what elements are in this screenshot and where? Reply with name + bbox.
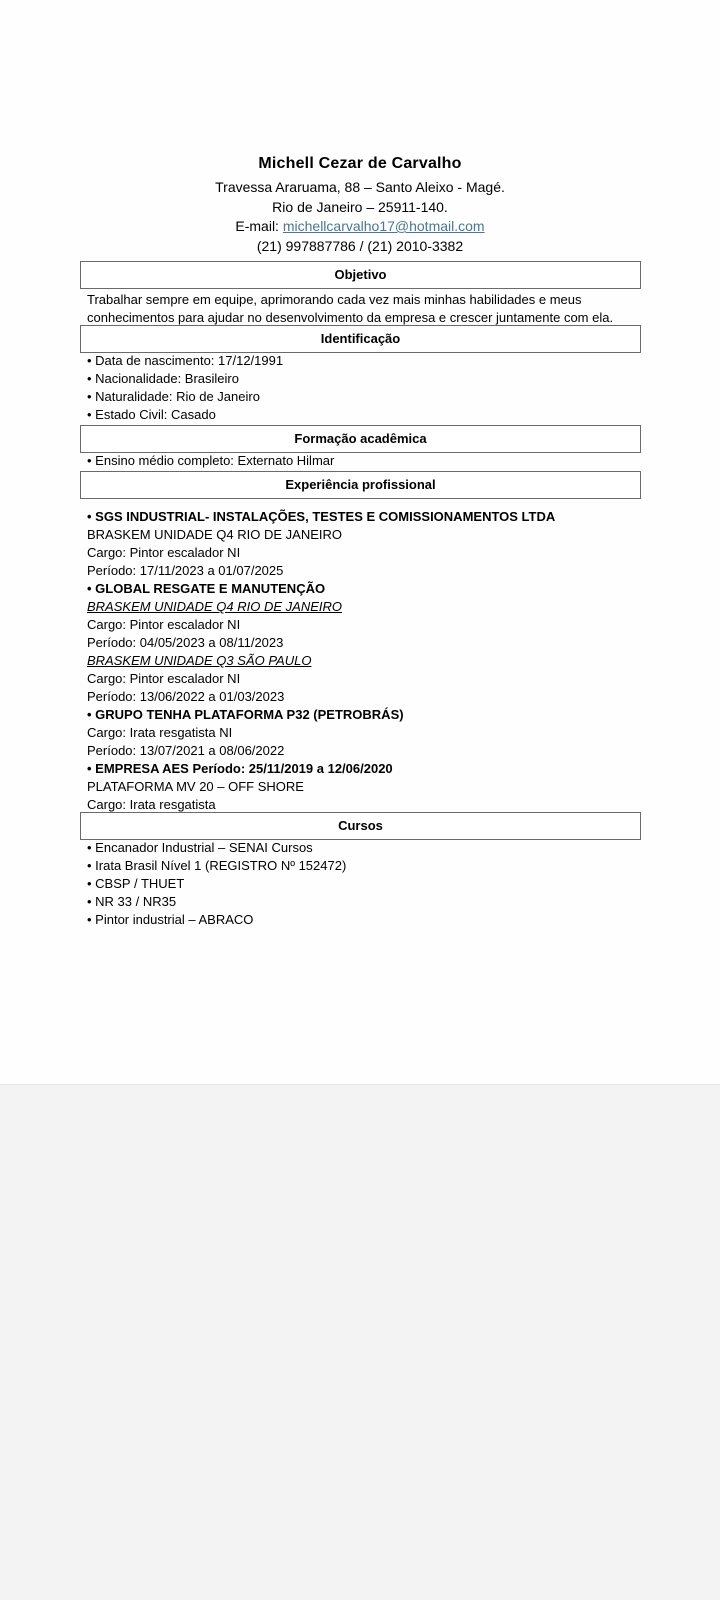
experience-detail: BRASKEM UNIDADE Q4 RIO DE JANEIRO	[87, 527, 342, 542]
experience-company: • GLOBAL RESGATE E MANUTENÇÃO	[87, 580, 647, 598]
experience-unit: BRASKEM UNIDADE Q4 RIO DE JANEIRO	[87, 599, 342, 614]
section-header-identificacao: Identificação	[80, 325, 641, 353]
experience-unit: BRASKEM UNIDADE Q3 SÃO PAULO	[87, 653, 312, 668]
experience-company: • SGS INDUSTRIAL- INSTALAÇÕES, TESTES E COMISSIONAMENTOS LTDA	[87, 508, 647, 526]
email-link[interactable]: michellcarvalho17@hotmail.com	[282, 218, 485, 234]
experience-detail: Período: 13/07/2021 a 08/06/2022	[87, 743, 285, 758]
list-item: • Data de nascimento: 17/12/1991	[87, 352, 647, 370]
list-item: • Ensino médio completo: Externato Hilmar	[87, 452, 647, 470]
experience-company: • GRUPO TENHA PLATAFORMA P32 (PETROBRÁS)	[87, 706, 647, 724]
email-label: E-mail:	[235, 218, 283, 234]
candidate-name: Michell Cezar de Carvalho	[258, 155, 462, 172]
experience-detail: PLATAFORMA MV 20 – OFF SHORE	[87, 779, 304, 794]
list-item: • Nacionalidade: Brasileiro	[87, 370, 647, 388]
list-item: • Estado Civil: Casado	[87, 406, 647, 424]
section-header-formacao: Formação acadêmica	[80, 425, 641, 453]
experiencia-list	[87, 508, 647, 814]
section-header-cursos: Cursos	[80, 812, 641, 840]
resume-header	[0, 153, 720, 256]
list-item: • Pintor industrial – ABRACO	[87, 911, 647, 929]
email-line	[0, 217, 720, 237]
list-item: • NR 33 / NR35	[87, 893, 647, 911]
formacao-list	[87, 452, 647, 470]
experience-detail: Cargo: Pintor escalador NI	[87, 671, 241, 686]
list-item: • Irata Brasil Nível 1 (REGISTRO Nº 152472)	[87, 857, 647, 875]
objetivo-line: conhecimentos para ajudar no desenvolvimento da empresa e crescer juntamente com ela.	[87, 310, 614, 325]
experience-detail: Período: 04/05/2023 a 08/11/2023	[87, 635, 284, 650]
list-item: • Encanador Industrial – SENAI Cursos	[87, 839, 647, 857]
section-header-experiencia: Experiência profissional	[80, 471, 641, 499]
list-item: • Naturalidade: Rio de Janeiro	[87, 388, 647, 406]
phone-line: (21) 997887786 / (21) 2010-3382	[256, 237, 464, 254]
cursos-list	[87, 839, 647, 929]
objetivo-text	[87, 291, 647, 327]
experience-detail: Cargo: Pintor escalador NI	[87, 617, 241, 632]
experience-detail: Cargo: Pintor escalador NI	[87, 545, 241, 560]
identificacao-list	[87, 352, 647, 424]
experience-detail: Período: 17/11/2023 a 01/07/2025	[87, 563, 284, 578]
list-item: • CBSP / THUET	[87, 875, 647, 893]
section-header-objetivo: Objetivo	[80, 261, 641, 289]
objetivo-line: Trabalhar sempre em equipe, aprimorando cada vez mais minhas habilidades e meus	[87, 292, 582, 307]
address-line-2: Rio de Janeiro – 25911-140.	[272, 198, 448, 215]
address-line-1: Travessa Araruama, 88 – Santo Aleixo - Magé.	[215, 179, 505, 195]
experience-detail: Período: 13/06/2022 a 01/03/2023	[87, 689, 285, 704]
experience-detail: Cargo: Irata resgatista NI	[87, 725, 233, 740]
experience-detail: Cargo: Irata resgatista	[87, 797, 216, 812]
experience-company: • EMPRESA AES Período: 25/11/2019 a 12/06/2020	[87, 760, 647, 778]
